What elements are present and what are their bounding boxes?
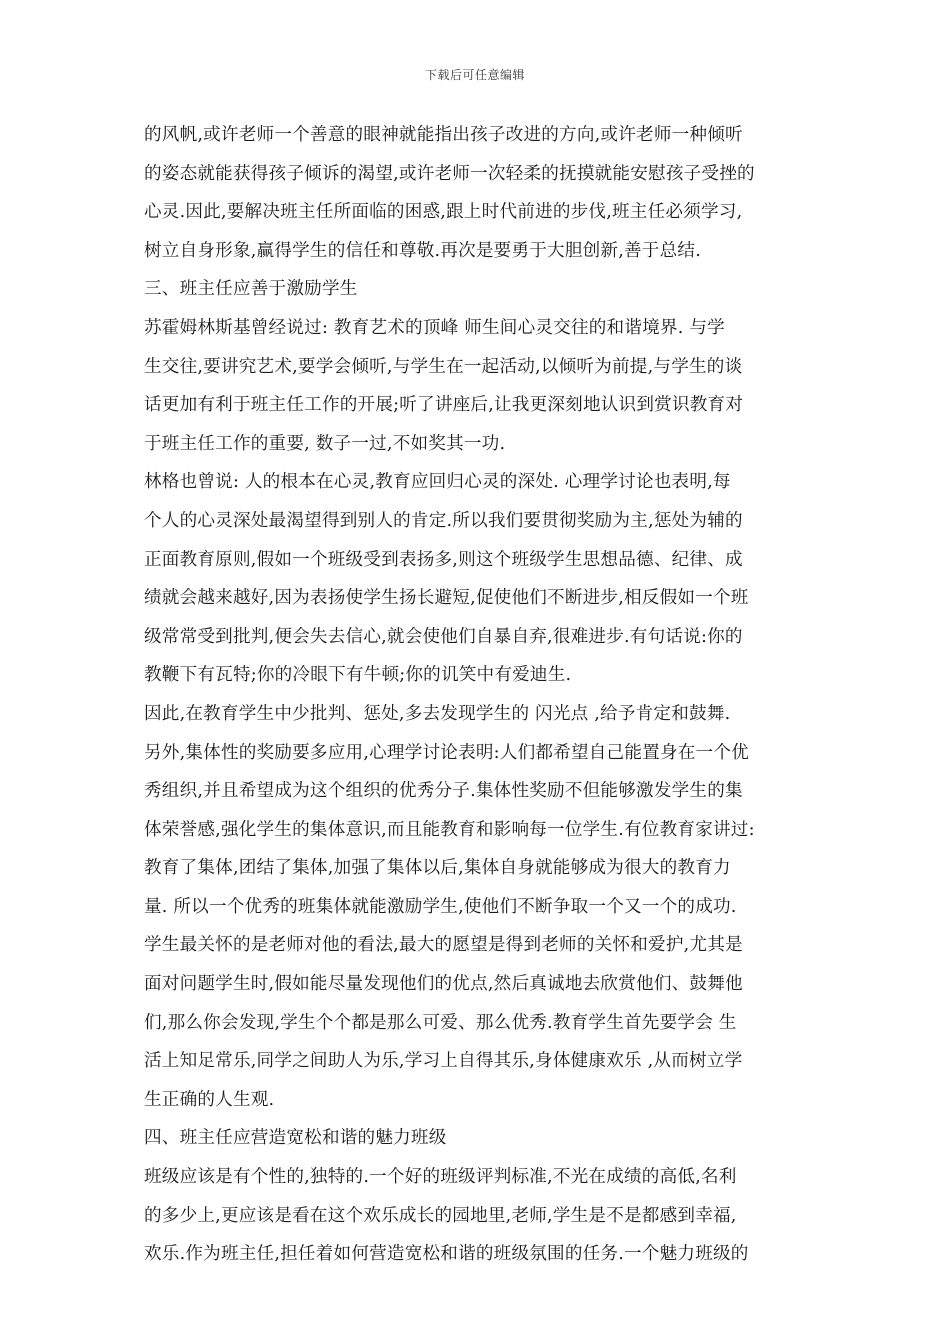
text-line: 教育了集体,团结了集体,加强了集体以后,集体自身就能够成为很大的教育力 bbox=[144, 858, 731, 879]
text-line: 苏霍姆林斯基曾经说过: 教育艺术的顶峰 师生间心灵交往的和谐境界. 与学 bbox=[144, 317, 725, 338]
text-line: 的姿态就能获得孩子倾诉的渴望,或许老师一次轻柔的抚摸就能安慰孩子受挫的 bbox=[144, 163, 755, 184]
text-line: 话更加有利于班主任工作的开展;听了讲座后,让我更深刻地认识到赏识教育对 bbox=[144, 395, 744, 416]
page-header: 下载后可任意编辑 bbox=[424, 68, 525, 82]
text-line: 学生最关怀的是老师对他的看法,最大的愿望是得到老师的关怀和爱护,尤其是 bbox=[144, 935, 743, 956]
text-line: 班级应该是有个性的,独特的.一个好的班级评判标准,不光在成绩的高低,名利 bbox=[144, 1167, 737, 1188]
text-line: 树立自身形象,赢得学生的信任和尊敬.再次是要勇于大胆创新,善于总结. bbox=[144, 240, 701, 261]
text-line: 个人的心灵深处最渴望得到别人的肯定.所以我们要贯彻奖励为主,惩处为辅的 bbox=[144, 510, 743, 531]
text-line: 生正确的人生观. bbox=[144, 1089, 275, 1110]
text-line: 体荣誉感,强化学生的集体意识,而且能教育和影响每一位学生.有位教育家讲过: bbox=[144, 819, 755, 840]
text-line: 生交往,要讲究艺术,要学会倾听,与学生在一起活动,以倾听为前提,与学生的谈 bbox=[144, 356, 743, 377]
text-line: 面对问题学生时,假如能尽量发现他们的优点,然后真诚地去欣赏他们、鼓舞他 bbox=[144, 974, 743, 995]
text-line: 的多少上,更应该是看在这个欢乐成长的园地里,老师,学生是不是都感到幸福, bbox=[144, 1205, 737, 1226]
text-line: 因此,在教育学生中少批判、惩处,多去发现学生的 闪光点 ,给予肯定和鼓舞. bbox=[144, 703, 731, 724]
text-line: 于班主任工作的重要, 数子一过,不如奖其一功. bbox=[144, 433, 506, 454]
text-line: 绩就会越来越好,因为表扬使学生扬长避短,促使他们不断进步,相反假如一个班 bbox=[144, 588, 749, 609]
text-line: 另外,集体性的奖励要多应用,心理学讨论表明:人们都希望自己能置身在一个优 bbox=[144, 742, 749, 763]
text-line: 活上知足常乐,同学之间助人为乐,学习上自得其乐,身体健康欢乐 ,从而树立学 bbox=[144, 1051, 743, 1072]
document-body bbox=[144, 116, 810, 1274]
text-line: 欢乐.作为班主任,担任着如何营造宽松和谐的班级氛围的任务.一个魅力班级的 bbox=[144, 1244, 749, 1265]
text-line: 心灵.因此,要解决班主任所面临的困惑,跟上时代前进的步伐,班主任必须学习, bbox=[144, 202, 743, 223]
section-heading: 三、班主任应善于激励学生 bbox=[144, 279, 358, 300]
text-line: 级常常受到批判,便会失去信心,就会使他们自暴自弃,很难进步.有句话说:你的 bbox=[144, 626, 743, 647]
text-line: 们,那么你会发现,学生个个都是那么可爱、那么优秀.教育学生首先要学会 生 bbox=[144, 1012, 737, 1033]
text-line: 的风帆,或许老师一个善意的眼神就能指出孩子改进的方向,或许老师一种倾听 bbox=[144, 125, 743, 145]
text-line: 秀组织,并且希望成为这个组织的优秀分子.集体性奖励不但能够激发学生的集 bbox=[144, 781, 743, 802]
text-line: 正面教育原则,假如一个班级受到表扬多,则这个班级学生思想品德、纪律、成 bbox=[144, 549, 743, 570]
section-heading: 四、班主任应营造宽松和谐的魅力班级 bbox=[144, 1128, 447, 1149]
text-line: 量. 所以一个优秀的班集体就能激励学生,使他们不断争取一个又一个的成功. bbox=[144, 896, 737, 917]
text-line: 林格也曾说: 人的根本在心灵,教育应回归心灵的深处. 心理学讨论也表明,每 bbox=[144, 472, 731, 493]
text-line: 教鞭下有瓦特;你的冷眼下有牛顿;你的讥笑中有爱迪生. bbox=[144, 665, 572, 686]
